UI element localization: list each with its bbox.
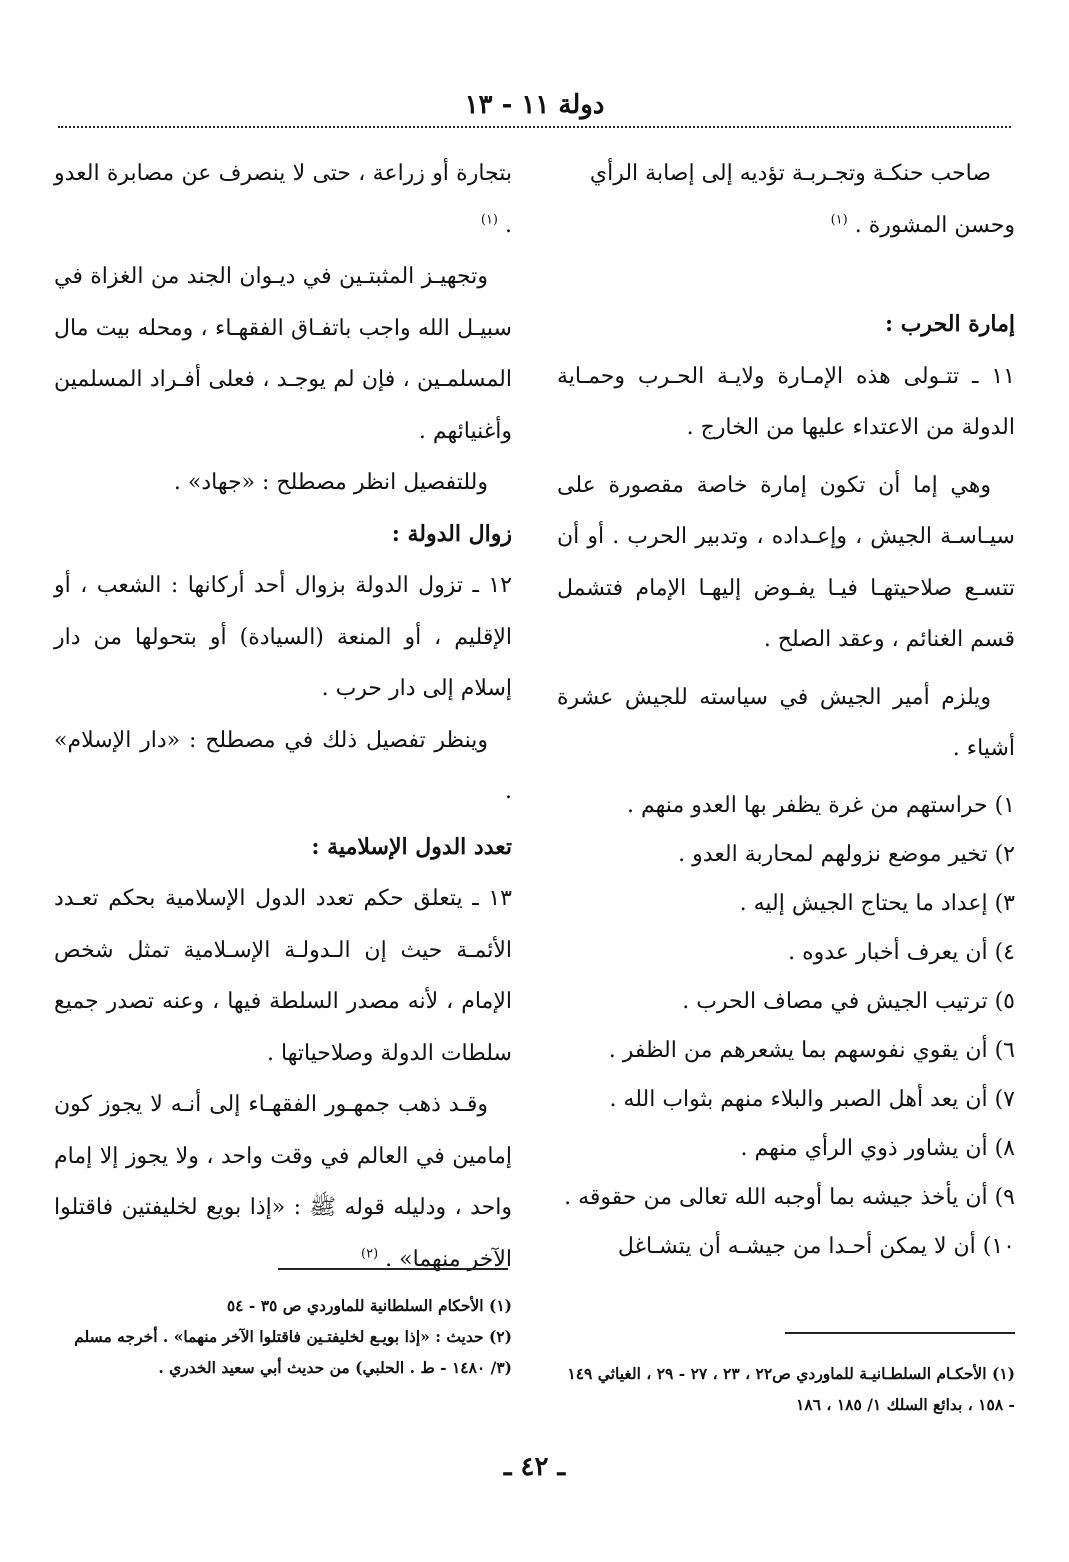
footnotes-left: [54, 1290, 512, 1383]
duties-list: [557, 781, 1015, 1271]
continuation-line: [54, 148, 512, 251]
list-item: ٧) أن يعد أهل الصبر والبلاء منهم بثواب الله .: [609, 1086, 1015, 1112]
running-header: دولة ١١ - ١٣: [464, 90, 605, 120]
paragraph-majority: [54, 1079, 512, 1285]
intro-line-2: [557, 200, 1015, 252]
footnote: (٢) حديث : «إذا بويـع لخليفتـين فاقتلوا الآخر منهما» . أخرجه مسلم (٣/ ١٤٨٠ - ط . الحلبي) من حديث أبي سعيد الخدري .: [74, 1327, 512, 1377]
intro-line: [557, 148, 1015, 200]
page-number: ـ ٤٢ ـ: [503, 1452, 566, 1482]
paragraph-detail: وللتفصيل انظر مصطلح : «جهاد» .: [173, 470, 488, 495]
list-item: ٤) أن يعرف أخبار عدوه .: [788, 939, 1015, 965]
footnote-divider-right: [785, 1332, 1015, 1334]
footnote-divider-left: [278, 1268, 508, 1270]
paragraph-types: وهي إما أن تكون إمارة خاصة مقصورة على سيـاسـة الجيش ، وإعـداده ، وتدبير الحرب . أو أن تتسـع صلاحيتهـا فيـا يفـوض إليهـا الإمام فتشمل قسم الغنائم ، وعقد الصلح .: [557, 472, 1015, 652]
footnote-ref: (٢): [361, 1246, 379, 1262]
footnote: (١) الأحكـام السلطـانيـة للماوردي ص٢٢ ، ٢٣ ، ٢٧ - ٢٩ ، الغياثي ١٤٩ - ١٥٨ ، بدائع السلك ١/ ١٨٥ ، ١٨٦: [567, 1364, 1015, 1414]
left-column: [54, 148, 512, 1285]
footnote-ref: (١): [830, 212, 848, 228]
list-item: ٣) إعداد ما يحتاج الجيش إليه .: [739, 890, 1015, 916]
footnotes-right: [557, 1358, 1015, 1420]
majority-text: وقـد ذهب جمهـور الفقهـاء إلى أنـه لا يجوز كون إمامين في العالم في وقت واحد ، ولا يجوز إلا إمام واحد ، ودليله قوله ﷺ : «إذا بويع لخليفتين فاقتلوا الآخر منهما» .: [54, 1092, 512, 1272]
section-heading-end: زوال الدولة :: [391, 520, 512, 547]
continuation-text: بتجارة أو زراعة ، حتى لا ينصرف عن مصابرة العدو .: [54, 161, 512, 238]
intro-text-2: وحسن المشورة .: [854, 212, 1015, 238]
right-column: [557, 148, 1015, 1271]
paragraph-duties: ويلزم أمير الجيش في سياسته للجيش عشرة أشياء .: [557, 684, 1015, 761]
paragraph-13: ١٣ ـ يتعلق حكم تعدد الدول الإسلامية بحكم تعـدد الأئمـة حيث إن الـدولـة الإسـلامية تمثل شخص الإمام ، لأنه مصدر السلطة فيها ، وعنه تصدر جميع سلطات الدولة وصلاحياتها .: [54, 886, 512, 1066]
list-item: ١٠) أن لا يمكن أحـدا من جيشـه أن يتشـاغل: [617, 1233, 1015, 1259]
list-item: ٨) أن يشاور ذوي الرأي منهم .: [740, 1135, 1015, 1161]
section-heading-multi: تعدد الدول الإسلامية :: [311, 833, 512, 860]
list-item: ٢) تخير موضع نزولهم لمحاربة العدو .: [678, 841, 1015, 867]
list-item: ٩) أن يأخذ جيشه بما أوجبه الله تعالى من حقوقه .: [564, 1184, 1015, 1210]
paragraph-12: ١٢ ـ تزول الدولة بزوال أحد أركانها : الشعب ، أو الإقليم ، أو المنعة (السيادة) أو بتحولها من دار إسلام إلى دار حرب .: [54, 573, 512, 701]
list-item: ١) حراستهم من غرة يظفر بها العدو منهم .: [627, 792, 1015, 818]
paragraph-equip: وتجهيـز المثبتـين في ديـوان الجند من الغزاة في سبيـل الله واجب باتفـاق الفقهـاء ، ومحله بيت مال المسلمـين ، فإن لم يوجـد ، فعلى أفـراد المسلمين وأغنيائهم .: [54, 264, 512, 444]
footnote: (١) الأحكام السلطانية للماوردي ص ٣٥ - ٥٤: [226, 1296, 512, 1315]
footnote-ref: (١): [480, 212, 498, 228]
paragraph-11: ١١ ـ تتـولى هذه الإمـارة ولايـة الحـرب وحمـاية الدولة من الاعتداء عليها من الخارج .: [557, 363, 1015, 440]
header-divider: [58, 126, 1011, 128]
section-heading-war: إمارة الحرب :: [884, 311, 1015, 337]
intro-text: صاحب حنكـة وتجـربـة تؤديه إلى إصابة الرأي: [589, 161, 991, 186]
list-item: ٦) أن يقوي نفوسهم بما يشعرهم من الظفر .: [608, 1037, 1015, 1063]
paragraph-see: وينظر تفصيل ذلك في مصطلح : «دار الإسلام» .: [54, 727, 512, 804]
list-item: ٥) ترتيب الجيش في مصاف الحرب .: [682, 988, 1015, 1014]
